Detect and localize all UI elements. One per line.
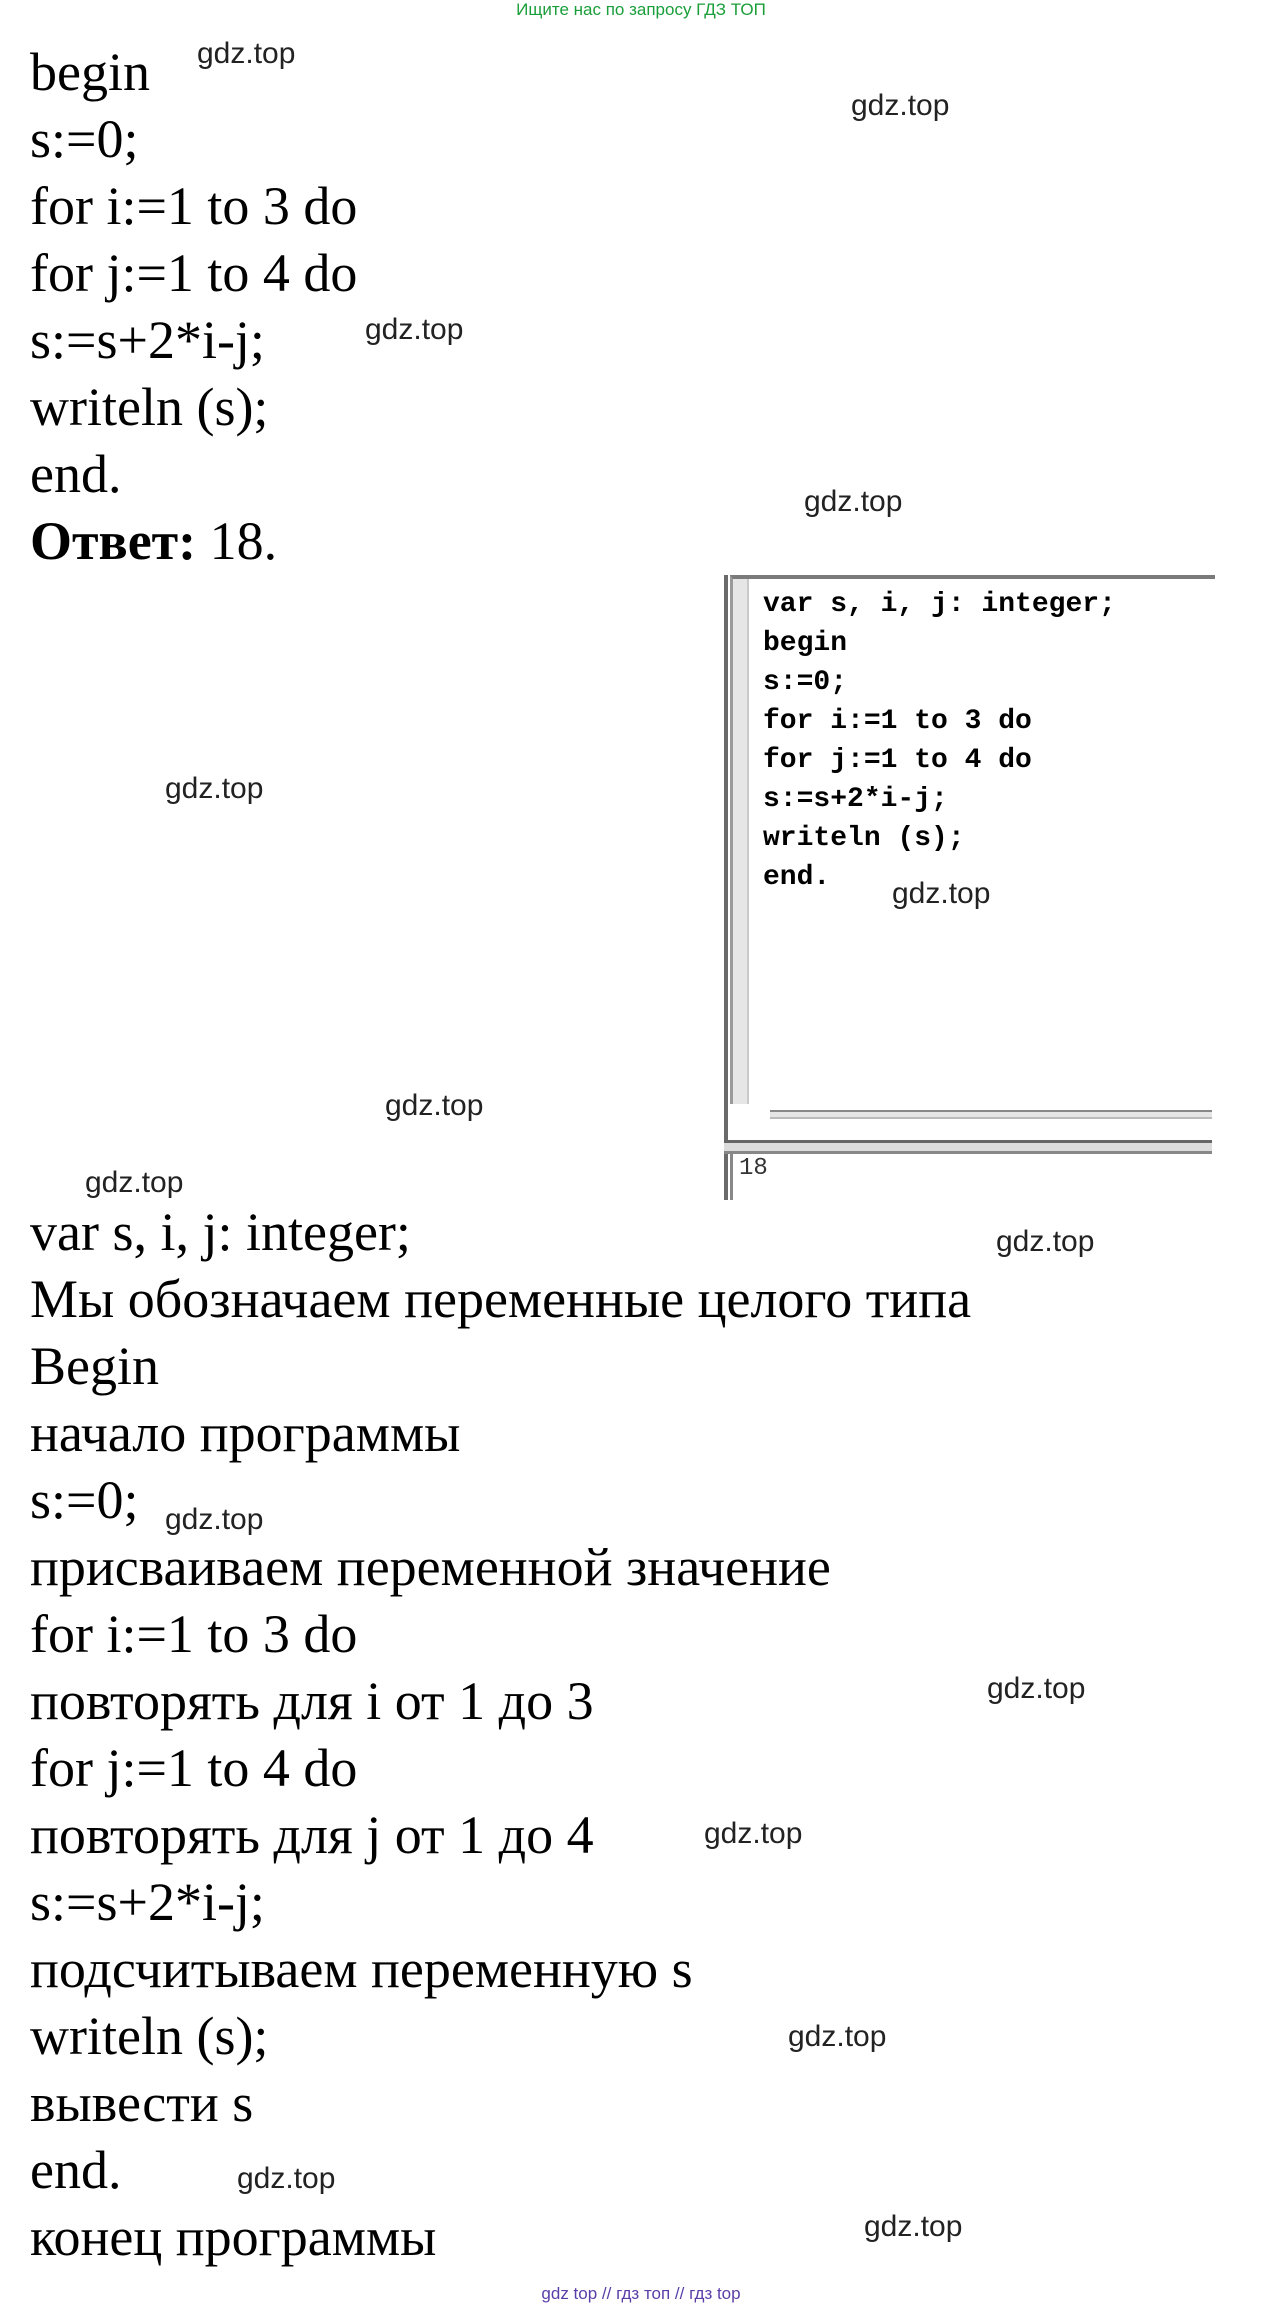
explanation-line: повторять для j от 1 до 4: [30, 1805, 594, 1865]
watermark: gdz.top: [788, 2020, 887, 2053]
watermark: gdz.top: [704, 1817, 803, 1850]
watermark: gdz.top: [996, 1225, 1095, 1258]
code-line: for i:=1 to 3 do: [30, 176, 358, 236]
explanation-line: Мы обозначаем переменные целого типа: [30, 1269, 972, 1329]
explanation-line: Begin: [30, 1336, 159, 1396]
code-line: s:=0;: [30, 109, 139, 169]
ide-code-line: var s, i, j: integer;: [763, 589, 1116, 620]
code-line: end.: [30, 444, 122, 504]
watermark: gdz.top: [85, 1166, 184, 1199]
watermark: gdz.top: [385, 1089, 484, 1122]
code-line: s:=s+2*i-j;: [30, 310, 265, 370]
ide-code-line: writeln (s);: [763, 823, 965, 854]
ide-code-line: end.: [763, 862, 831, 893]
explanation-line: конец программы: [30, 2207, 437, 2267]
explanation-line: end.: [30, 2140, 122, 2200]
ide-code-line: begin: [763, 628, 848, 659]
watermark: gdz.top: [365, 313, 464, 346]
explanation-line: s:=s+2*i-j;: [30, 1872, 265, 1932]
watermark: gdz.top: [987, 1672, 1086, 1705]
explanation-line: for j:=1 to 4 do: [30, 1738, 358, 1798]
ide-code-line: for i:=1 to 3 do: [763, 706, 1032, 737]
ide-code-line: for j:=1 to 4 do: [763, 745, 1032, 776]
watermark: gdz.top: [165, 1503, 264, 1536]
answer-label: Ответ:: [30, 511, 197, 571]
ide-code: [763, 585, 1116, 897]
watermark: gdz.top: [197, 37, 296, 70]
explanation-line: начало программы: [30, 1403, 461, 1463]
explanation-line: for i:=1 to 3 do: [30, 1604, 358, 1664]
explanation-line: вывести s: [30, 2073, 254, 2133]
ide-gutter: [733, 579, 749, 1104]
ide-frame-border: [724, 575, 728, 1200]
explanation-line: присваиваем переменной значение: [30, 1537, 831, 1597]
answer-line: [30, 511, 277, 571]
ide-code-line: s:=0;: [763, 667, 848, 698]
watermark: gdz.top: [864, 2210, 963, 2243]
explanation-line: var s, i, j: integer;: [30, 1202, 411, 1262]
ide-code-line: s:=s+2*i-j;: [763, 784, 948, 815]
code-line: writeln (s);: [30, 377, 269, 437]
ide-splitter[interactable]: [724, 1140, 1212, 1154]
explanation-line: s:=0;: [30, 1470, 139, 1530]
code-line: for j:=1 to 4 do: [30, 243, 358, 303]
explanation-line: writeln (s);: [30, 2006, 269, 2066]
code-line: begin: [30, 42, 150, 102]
ide-editor-pane: [730, 575, 1215, 1104]
watermark: gdz.top: [892, 877, 991, 910]
ide-output-pane: 18: [730, 1154, 1221, 1200]
watermark: gdz.top: [165, 772, 264, 805]
footer-banner: gdz top // гдз топ // гдз top: [541, 2284, 741, 2303]
watermark: gdz.top: [804, 485, 903, 518]
watermark: gdz.top: [237, 2162, 336, 2195]
search-hint-banner: Ищите нас по запросу ГДЗ ТОП: [516, 0, 766, 19]
ide-horizontal-scrollbar[interactable]: [770, 1110, 1212, 1119]
explanation-line: повторять для i от 1 до 3: [30, 1671, 594, 1731]
explanation-line: подсчитываем переменную s: [30, 1939, 693, 1999]
answer-value: 18.: [209, 511, 278, 571]
watermark: gdz.top: [851, 89, 950, 122]
